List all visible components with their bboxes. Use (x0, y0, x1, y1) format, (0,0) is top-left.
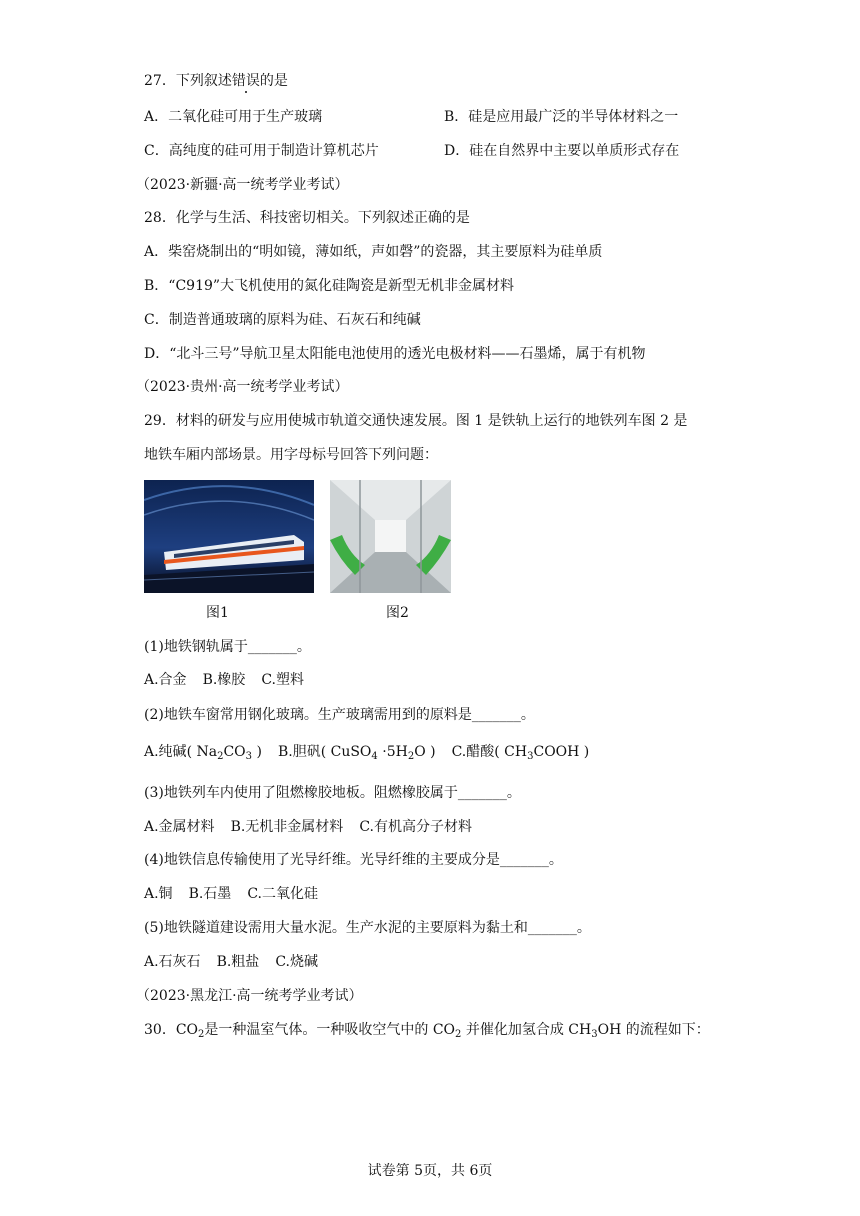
train-illustration (144, 480, 314, 593)
q28-option-a: A．柴窑烧制出的“明如镜，薄如纸，声如磬”的瓷器，其主要原料为硅单质 (144, 244, 603, 260)
q27-option-b: B．硅是应用最广泛的半导体材料之一 (444, 109, 679, 125)
page-footer: 试卷第 5页，共 6页 (367, 1163, 493, 1179)
source-note-3: （2023·黑龙江·高一统考学业考试） (136, 988, 363, 1004)
figure-2-caption: 图2 (386, 605, 409, 621)
q29-part2-options: A.纯碱( $Na_2CO_3$ ) B.胆矾( CuSO$_4$ $\cdot 5H_2O$ ) C.醋酸( $CH_3COOH$ ) (144, 744, 590, 762)
source-note-1: （2023·新疆·高一统考学业考试） (136, 177, 349, 193)
q27-option-c: C．高纯度的硅可用于制造计算机芯片 (144, 143, 379, 159)
q29-part3: (3)地铁列车内使用了阻燃橡胶地板。阻燃橡胶属于_______。 (144, 785, 521, 801)
q27-option-d: D．硅在自然界中主要以单质形式存在 (444, 143, 680, 159)
q27-option-a: A．二氧化硅可用于生产玻璃 (144, 109, 323, 125)
figure-1-caption: 图1 (206, 605, 229, 621)
q28-option-d: D．“北斗三号”导航卫星太阳能电池使用的透光电极材料——石墨烯，属于有机物 (144, 346, 646, 362)
q29-part4-options: A.铜 B.石墨 C.二氧化硅 (144, 886, 318, 902)
q29-stem-line2: 地铁车厢内部场景。用字母标号回答下列问题： (144, 447, 438, 463)
q29-part5-options: A.石灰石 B.粗盐 C.烧碱 (144, 954, 318, 970)
q28-stem: 28．化学与生活、科技密切相关。下列叙述正确的是 (144, 210, 470, 226)
q27-emphasis: 错误 (231, 73, 260, 89)
q27-stem: 27．下列叙述错误的是 (144, 73, 288, 89)
q29-stem-line1: 29．材料的研发与应用使城市轨道交通快速发展。图 1 是铁轨上运行的地铁列车图 2 是 (144, 413, 688, 429)
carriage-illustration (330, 480, 451, 593)
q28-option-c: C．制造普通玻璃的原料为硅、石灰石和纯碱 (144, 312, 421, 328)
q29-part5: (5)地铁隧道建设需用大量水泥。生产水泥的主要原料为黏土和_______。 (144, 920, 591, 936)
q29-part3-options: A.金属材料 B.无机非金属材料 C.有机高分子材料 (144, 819, 472, 835)
q29-part4: (4)地铁信息传输使用了光导纤维。光导纤维的主要成分是_______。 (144, 852, 563, 868)
q29-part1: (1)地铁钢轨属于_______。 (144, 639, 311, 655)
q29-part1-options: A.合金 B.橡胶 C.塑料 (144, 672, 304, 688)
figure-2-subway-interior-photo (330, 480, 451, 593)
q29-part2: (2)地铁车窗常用钢化玻璃。生产玻璃需用到的原料是_______。 (144, 707, 535, 723)
figure-1-subway-train-photo (144, 480, 314, 593)
source-note-2: （2023·贵州·高一统考学业考试） (136, 379, 349, 395)
q28-option-b: B．“C919”大飞机使用的氮化硅陶瓷是新型无机非金属材料 (144, 278, 515, 294)
q30-stem: 30．$CO_2$是一种温室气体。一种吸收空气中的 $CO_2$ 并催化加氢合成 $CH_3OH$ 的流程如下： (144, 1022, 710, 1040)
